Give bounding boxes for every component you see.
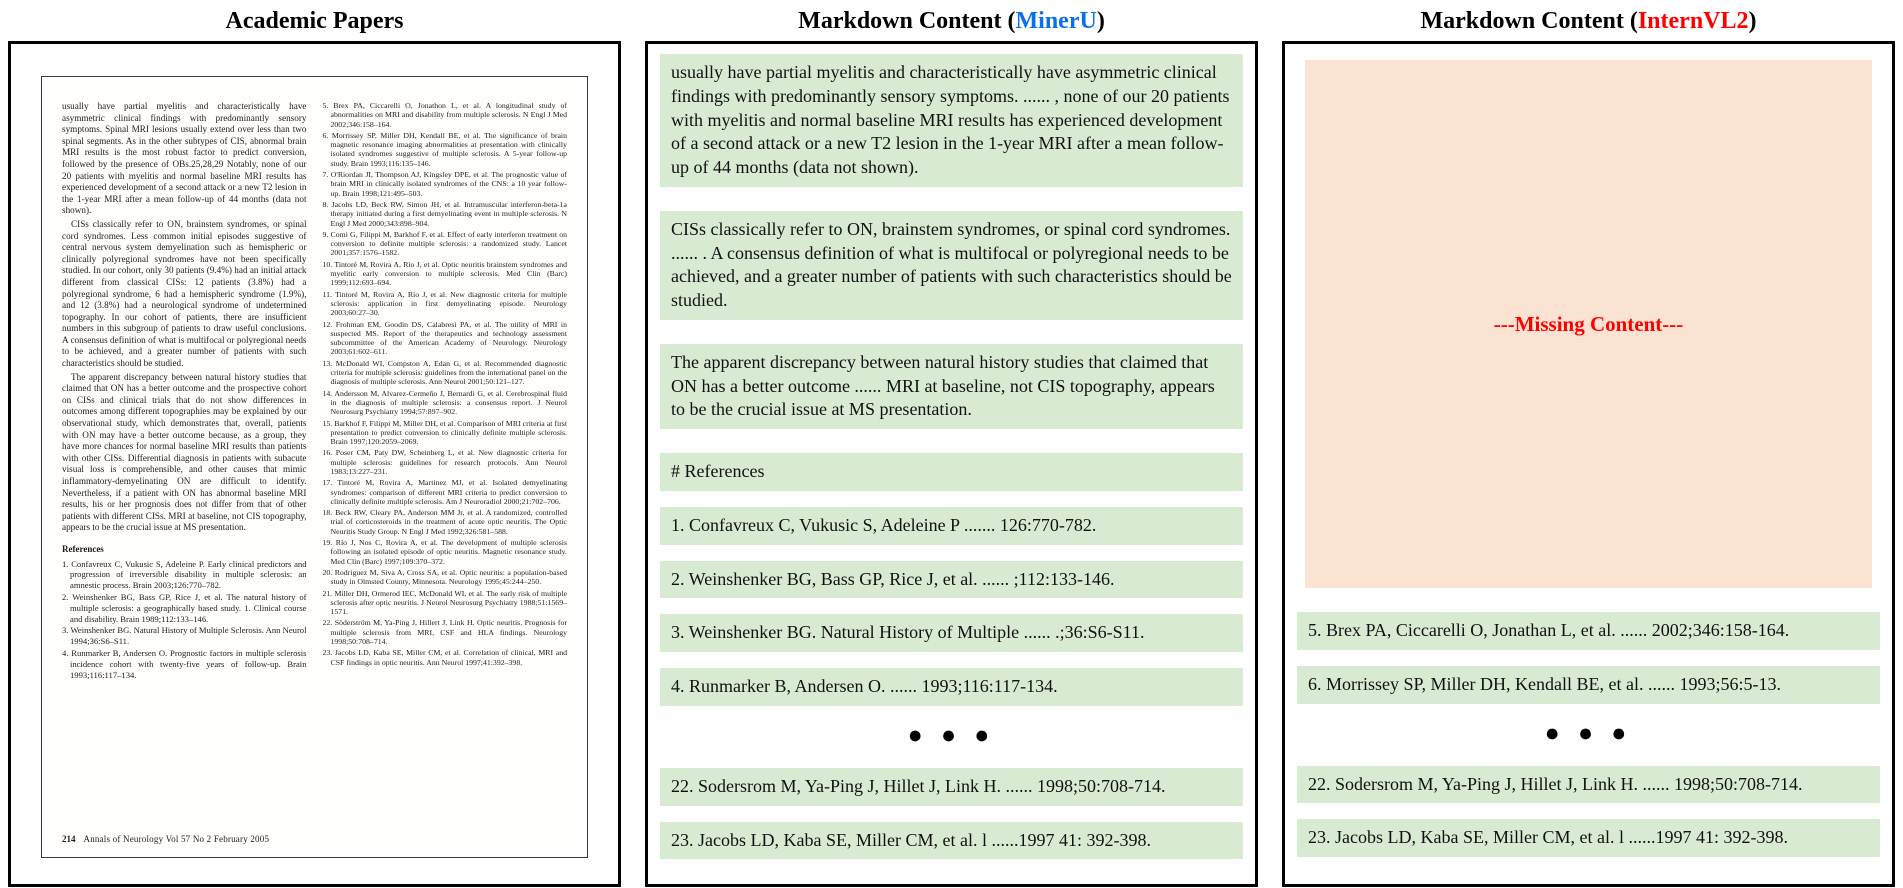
internvl2-box xyxy=(1282,41,1895,887)
panel-title-mineru xyxy=(645,6,1258,36)
paper-reference: 3. Weinshenker BG. Natural History of Multiple Sclerosis. Ann Neurol 1994;36:S6–S11. xyxy=(62,625,307,647)
mineru-box xyxy=(645,41,1258,887)
paper-right-column xyxy=(323,101,568,845)
markdown-paragraph-block: The apparent discrepancy between natural history studies that claimed that ON has a better outcome ...... MRI at baseline, not CIS topography, appears to be the crucial issue at MS presentation. xyxy=(660,344,1243,429)
markdown-paragraph-block: CISs classically refer to ON, brainstem syndromes, or spinal cord syndromes. ...... . A consensus definition of what is multifocal or polyregional needs to be achieved, and a greater number of patients with such characteristics should be studied. xyxy=(660,211,1243,320)
academic-papers-box xyxy=(8,41,621,887)
model-name-internvl2: InternVL2 xyxy=(1637,8,1749,34)
paper-reference: 8. Jacobs LD, Beck RW, Simon JH, et al. Intramuscular interferon-beta-1a therapy initiated during a first demyelinating event in multiple sclerosis. N Engl J Med 2000;343:898–904. xyxy=(322,199,567,228)
panel-title-text: Academic Papers xyxy=(225,8,404,34)
markdown-reference-block: 1. Confavreux C, Vukusic S, Adeleine P ....... 126:770-782. xyxy=(660,507,1243,545)
markdown-reference-block: 2. Weinshenker BG, Bass GP, Rice J, et al. ...... ;112:133-146. xyxy=(660,561,1243,599)
mineru-content xyxy=(648,44,1255,884)
panel-title-internvl2 xyxy=(1282,6,1895,36)
markdown-paragraph-block: usually have partial myelitis and characteristically have asymmetric clinical findings with predominantly sensory symptoms. ...... , none of our 20 patients with myelitis and normal baseline MRI results has experienced development of a second attack or a new T2 lesion in the 1-year MRI after a mean follow-up of 44 months (data not shown). xyxy=(660,54,1243,187)
references-heading: References xyxy=(62,543,104,554)
paper-page xyxy=(41,76,588,858)
paper-reference: 23. Jacobs LD, Kaba SE, Miller CM, et al. Correlation of clinical, MRI and CSF findings in optic neuritis. Ann Neurol 1997;41:392–398. xyxy=(322,648,567,667)
paper-reference: 15. Barkhof F, Filippi M, Miller DH, et al. Comparison of MRI criteria at first presentation to predict conversion to clinically definite multiple sclerosis. Brain 1997;120:2059–2069. xyxy=(322,418,567,447)
markdown-reference-block: 3. Weinshenker BG. Natural History of Multiple ...... .;36:S6-S11. xyxy=(660,614,1243,652)
paper-reference: 6. Morrissey SP, Miller DH, Kendall BE, et al. The significance of brain magnetic resonance imaging abnormalities at presentation with clinically isolated syndromes suggestive of multiple sclerosis. A 5-year follow-up study. Brain 1993;116:135–146. xyxy=(322,130,567,168)
paper-reference: 9. Comi G, Filippi M, Barkhof F, et al. Effect of early interferon treatment on conversion to definite multiple sclerosis: a randomized study. Lancet 2001;357:1576–1582. xyxy=(322,229,567,258)
page-number: 214 xyxy=(62,834,76,844)
internvl2-content xyxy=(1285,44,1892,884)
paper-reference: 4. Runmarker B, Andersen O. Prognostic factors in multiple sclerosis incidence cohort with twenty-five years of follow-up. Brain 1993;116:117–134. xyxy=(62,647,307,680)
model-name-mineru: MinerU xyxy=(1015,8,1097,34)
title-suffix: ) xyxy=(1096,8,1105,34)
paper-reference: 17. Tintoré M, Rovira A, Martinez MJ, et al. Isolated demyelinating syndromes: comparison of different MRI criteria to predict conversion to clinically definite multiple sclerosis. Am J Neuroradiol 2000;21:702–706. xyxy=(322,478,567,506)
markdown-reference-block: 6. Morrissey SP, Miller DH, Kendall BE, et al. ...... 1993;56:5-13. xyxy=(1297,666,1880,704)
title-prefix: Markdown Content ( xyxy=(1420,8,1638,34)
paper-reference: 1. Confavreux C, Vukusic S, Adeleine P. Early clinical predictors and progression of irreversible disability in multiple sclerosis: an amnestic process. Brain 2003;126:770–782. xyxy=(62,558,307,591)
missing-content-label: ---Missing Content--- xyxy=(1493,311,1684,336)
panel-academic-papers xyxy=(8,6,621,888)
paper-paragraph: usually have partial myelitis and characteristically have asymmetric clinical findings with predominantly sensory symptoms. Spinal MRI lesions usually extend over less than two spinal segments. As in the other subtypes of CIS, abnormal brain MRI results is the most robust factor to predict conversion, followed by the presence of OBs.25,28,29 Notably, none of our 20 patients with myelitis and normal baseline MRI results has experienced development of a second attack or a new T2 lesion in the 1-year MRI after a mean follow-up of 44 months (data not shown). xyxy=(62,101,307,216)
journal-info: Annals of Neurology Vol 57 No 2 February 2005 xyxy=(83,834,270,844)
paper-reference: 16. Poser CM, Paty DW, Scheinberg L, et al. New diagnostic criteria for multiple sclerosis: guidelines for research protocols. Ann Neurol 1983;13:227–231. xyxy=(322,448,567,476)
journal-footer xyxy=(62,833,307,845)
ellipsis-dots: ● ● ● xyxy=(907,721,996,749)
paper-reference: 22. Söderström M, Ya-Ping J, Hillert J, Link H. Optic neuritis. Prognosis for multiple sclerosis from MRI, CSF and HLA findings. Neurology 1998;50:708–714. xyxy=(322,618,567,647)
paper-reference: 12. Frohman EM, Goodin DS, Calabresi PA, et al. The utility of MRI in suspected MS. Report of the therapeutics and technology assessment subcommittee of the American Academy of Neurology. Neurology 2003;61:602–611. xyxy=(322,319,567,357)
paper-reference: 7. O'Riordan JI, Thompson AJ, Kingsley DPE, et al. The prognostic value of brain MRI in clinically isolated syndromes of the CNS: a 10 year follow-up. Brain 1998;121:495–503. xyxy=(322,170,567,198)
panel-internvl2 xyxy=(1282,6,1895,888)
paper-reference: 2. Weinshenker BG, Bass GP, Rice J, et al. The natural history of multiple sclerosis: a geographically based study. 1. Clinical course and disability. Brain 1989;112:133–146. xyxy=(62,591,307,624)
markdown-reference-block: 5. Brex PA, Ciccarelli O, Jonathan L, et al. ...... 2002;346:158-164. xyxy=(1297,612,1880,650)
markdown-reference-block: 4. Runmarker B, Andersen O. ...... 1993;116:117-134. xyxy=(660,668,1243,706)
paper-reference: 21. Miller DH, Ormerod IEC, McDonald WI, et al. The early risk of multiple sclerosis after optic neuritis. J Neurol Neurosurg Psychiatry 1988;51:1569–1571. xyxy=(322,588,567,617)
ellipsis-dots: ● ● ● xyxy=(1544,719,1633,747)
paper-paragraph: The apparent discrepancy between natural history studies that claimed that ON has a better outcome and the prospective cohort on CISs and clinical trials that do not show differences in outcomes among different topographies may be explained by our observational study, which demonstrates that, overall, patients with ON may have a better outcome because, as a group, they have more chances for normal baseline MRI results than patients with other CISs. Differential diagnosis in patients with subacute visual loss is comprehensible, and other causes that mimic inflammatory-demyelinating ON are difficult to identify. Nevertheless, if a patient with ON has abnormal baseline MRI results, his or her prognosis does not differ from that of other patients with different CISs. MRI at baseline, not CIS topography, appears to be the crucial issue at MS presentation. xyxy=(62,371,307,533)
paper-reference: 11. Tintoré M, Rovira A, Río J, et al. New diagnostic criteria for multiple sclerosis: application in first demyelinating episode. Neurology 2003;60:27–30. xyxy=(322,289,567,318)
markdown-reference-block: 23. Jacobs LD, Kaba SE, Miller CM, et al. l ......1997 41: 392-398. xyxy=(1297,819,1880,857)
markdown-reference-block: 22. Sodersrom M, Ya-Ping J, Hillet J, Link H. ...... 1998;50:708-714. xyxy=(660,768,1243,806)
paper-reference: 5. Brex PA, Ciccarelli O, Jonathon L, et al. A longitudinal study of abnormalities on MRI and disability from multiple sclerosis. N Engl J Med 2002;346:158–164. xyxy=(322,101,567,129)
paper-left-column xyxy=(62,101,307,845)
panel-mineru xyxy=(645,6,1258,888)
panel-title-academic-papers xyxy=(8,6,621,36)
paper-paragraph: CISs classically refer to ON, brainstem syndromes, or spinal cord syndromes. Less common initial episodes suggestive of central nervous system demyelination such as hemispheric or clinically polyregional syndromes have not been specifically studied. In our cohort, only 30 patients (9.4%) had an initial attack different from classical CISs: 12 patients (3.8%) had a polyregional syndrome, 6 had a hemispheric syndrome (1.9%), and 12 (3.8%) had a neurological syndrome of undetermined topography. In our cohort of patients, there are insufficient numbers in this subgroup of patients to draw useful conclusions. A consensus definition of what is multifocal or polyregional needs to be achieved, and a greater number of patients with such characteristics should be studied. xyxy=(62,218,307,369)
paper-reference: 20. Rodriguez M, Siva A, Cross SA, et al. Optic neuritis: a population-based study in Olmsted County, Minnesota. Neurology 1995;45:244–250. xyxy=(322,567,567,587)
markdown-reference-block: 23. Jacobs LD, Kaba SE, Miller CM, et al. l ......1997 41: 392-398. xyxy=(660,822,1243,860)
paper-reference: 18. Beck RW, Cleary PA, Anderson MM Jr, et al. A randomized, controlled trial of corticosteroids in the treatment of acute optic neuritis. The Optic Neuritis Study Group. N Engl J Med 1992;326:581–588. xyxy=(322,508,567,536)
missing-content-block xyxy=(1305,60,1872,588)
paper-reference: 19. Río J, Nos C, Rovira A, et al. The development of multiple sclerosis following an isolated episode of optic neuritis. Magnetic resonance study. Med Clin (Barc) 1997;109:370–372. xyxy=(322,538,567,566)
markdown-references-heading-block: # References xyxy=(660,453,1243,491)
paper-reference: 14. Andersson M, Alvarez-Cermeño J, Bernardi G, et al. Cerebrospinal fluid in the diagnosis of multiple sclerosis: a consensus report. J Neurol Neurosurg Psychiatry 1994;57:897–902. xyxy=(322,388,567,417)
title-prefix: Markdown Content ( xyxy=(798,8,1016,34)
title-suffix: ) xyxy=(1748,8,1757,34)
paper-reference: 13. McDonald WI, Compston A, Edan G, et al. Recommended diagnostic criteria for multiple sclerosis: guidelines from the international panel on the diagnosis of multiple sclerosis. Ann Neurol 2001;50:121–127. xyxy=(322,358,567,387)
markdown-reference-block: 22. Sodersrom M, Ya-Ping J, Hillet J, Link H. ...... 1998;50:708-714. xyxy=(1297,766,1880,804)
paper-reference: 10. Tintoré M, Rovira A, Río J, et al. Optic neuritis brainstem syndromes and myelitic early conversion to multiple sclerosis. Med Clin (Barc) 1999;112:693–694. xyxy=(322,259,567,288)
